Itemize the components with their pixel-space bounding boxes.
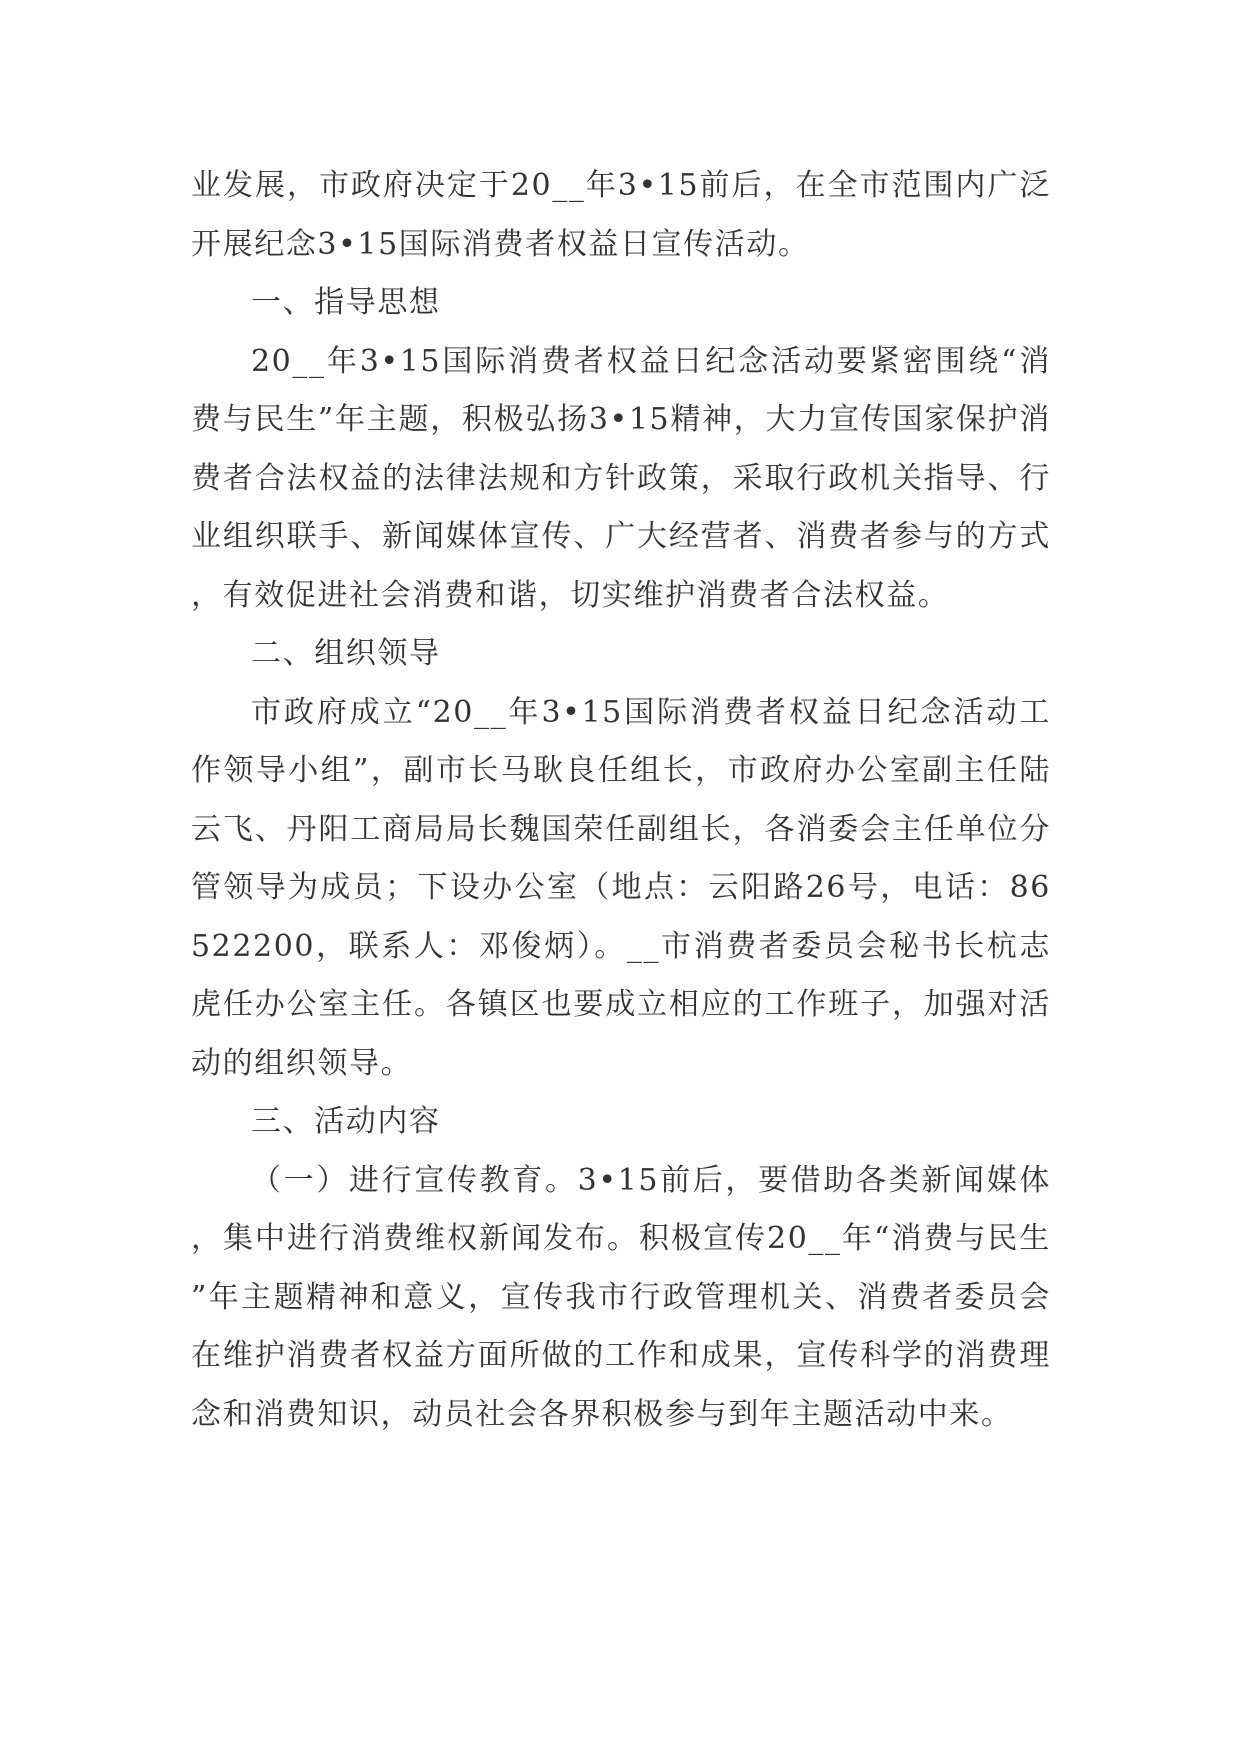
section-heading-organization-leadership: 二、组织领导 [251, 636, 441, 671]
paragraph-intro-continuation: 业发展，市政府决定于20__年3•15前后，在全市范围内广泛开展纪念3•15国际消费者权益日宣传活动。 [191, 168, 1051, 262]
paragraph-guiding-ideology: 20__年3•15国际消费者权益日纪念活动要紧密围绕“消费与民生”年主题，积极弘扬3•15精神，大力宣传国家保护消费者合法权益的法律法规和方针政策，采取行政机关指导、行业组织联手、新闻媒体宣传、广大经营者、消费者参与的方式，有效促进社会消费和谐，切实维护消费者合法权益。 [191, 343, 1051, 613]
section-heading-activity-content: 三、活动内容 [251, 1104, 441, 1139]
paragraph-organization-leadership: 市政府成立“20__年3•15国际消费者权益日纪念活动工作领导小组”，副市长马耿良任组长，市政府办公室副主任陆云飞、丹阳工商局局长魏国荣任副组长，各消委会主任单位分管领导为成员；下设办公室（地点：云阳路26号，电话：86522200，联系人：邓俊炳）。__市消费者委员会秘书长杭志虎任办公室主任。各镇区也要成立相应的工作班子，加强对活动的组织领导。 [191, 694, 1051, 1081]
section-heading-guiding-ideology: 一、指导思想 [251, 285, 441, 320]
paragraph-activity-content-item-1: （一）进行宣传教育。3•15前后，要借助各类新闻媒体，集中进行消费维权新闻发布。积极宣传20__年“消费与民生”年主题精神和意义，宣传我市行政管理机关、消费者委员会在维护消费者权益方面所做的工作和成果，宣传科学的消费理念和消费知识，动员社会各界积极参与到年主题活动中来。 [191, 1162, 1051, 1432]
document-body [191, 157, 1051, 1444]
